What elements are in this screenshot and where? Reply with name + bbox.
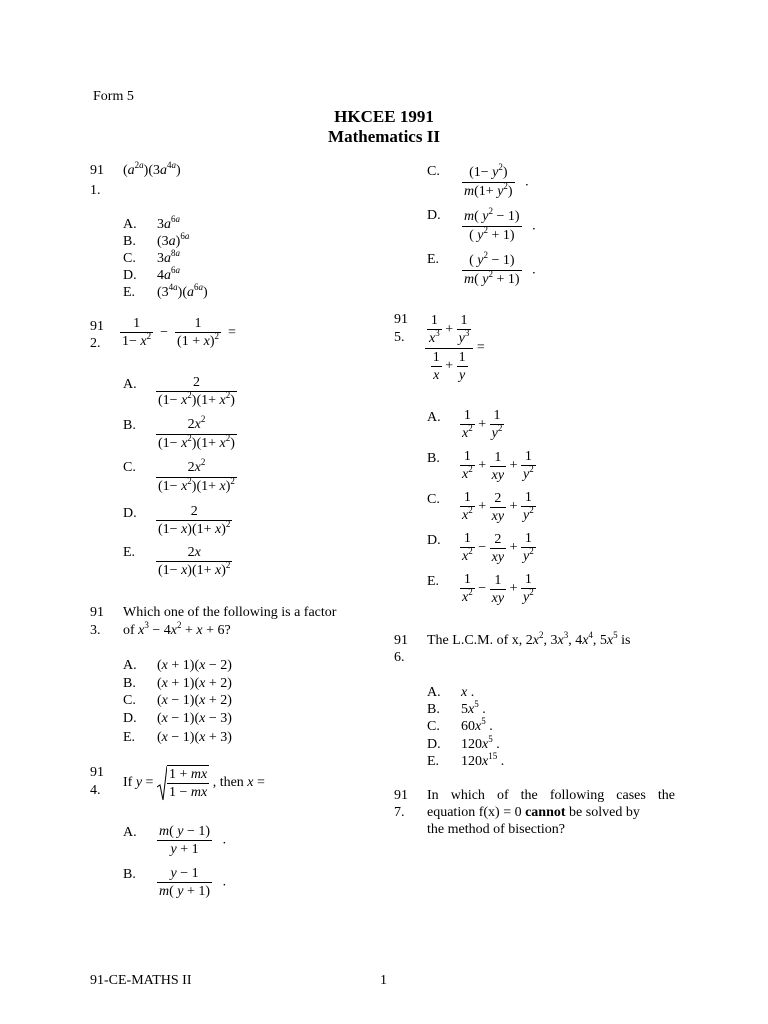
q7-stem-line2: equation f(x) = 0 cannot be solved by — [427, 805, 640, 820]
q2-option-c: $\frac{2x^2}{(1- x^2)(1+ x)^2}$ — [158, 457, 235, 494]
q3-option-b: (x + 1)(x + 2) — [157, 676, 232, 691]
q6-option-label-b: B. — [427, 702, 440, 717]
page-number: 1 — [380, 973, 387, 988]
q4-option-d: $\frac{m( y^2 - 1)}{( y^2 + 1)}$ . — [464, 206, 536, 243]
q2-stem-fraction-1: $\frac{1}{1- x^2}$ — [122, 316, 152, 349]
q2-stem-fraction-2: $\frac{1}{(1 + x)^2}$ — [177, 316, 219, 349]
q3-stem-line1: Which one of the following is a factor — [123, 605, 337, 620]
form-label: Form 5 — [93, 89, 134, 104]
q2-option-label-e: E. — [123, 545, 136, 560]
square-root-icon: $\frac{1 + mx}{1 - mx}$ — [157, 765, 209, 801]
q1-option-label-d: D. — [123, 268, 137, 283]
q5-option-label-c: C. — [427, 492, 440, 507]
q5-compound-fraction: $\frac{1}{x^3}$ + $\frac{1}{y^3}$ $\frac{1}{x}$ + $\frac{1}{y}$ — [425, 312, 473, 384]
q6-number-a: 91 — [394, 633, 408, 648]
q1-option-c: $3a^{8a}$ — [157, 248, 180, 266]
q4-option-b: $\frac{y - 1}{m( y + 1)}$ . — [159, 866, 227, 899]
q2-option-b: $\frac{2x^2}{(1- x^2)(1+ x^2)}$ — [158, 414, 235, 451]
q6-option-c: $60x^5$ . — [461, 716, 493, 734]
exam-subtitle: Mathematics II — [328, 127, 440, 146]
q4-option-label-d: D. — [427, 208, 441, 223]
q7-stem-line1: In which of the following cases the — [427, 788, 675, 803]
q3-option-label-b: B. — [123, 676, 136, 691]
q6-stem: The L.C.M. of x, $2x^2$, $3x^3$, $4x^4$, $5x^5$ is — [427, 630, 631, 648]
exam-title: HKCEE 1991 — [334, 107, 434, 126]
q3-option-label-c: C. — [123, 693, 136, 708]
q2-option-label-c: C. — [123, 460, 136, 475]
q4-option-label-b: B. — [123, 867, 136, 882]
q3-option-label-e: E. — [123, 730, 136, 745]
q2-option-label-d: D. — [123, 506, 137, 521]
q4-option-label-c: C. — [427, 164, 440, 179]
q4-stem: If y = $\frac{1 + mx}{1 - mx}$ , then x = — [123, 767, 265, 800]
q4-option-label-a: A. — [123, 825, 137, 840]
q5-option-a: $\frac{1}{x^2}$ + $\frac{1}{y^2}$ — [462, 408, 503, 441]
q6-option-label-a: A. — [427, 685, 441, 700]
q3-number-a: 91 — [90, 605, 104, 620]
q7-number-a: 91 — [394, 788, 408, 803]
q5-number-a: 91 — [394, 312, 408, 327]
q2-stem: $\frac{1}{1- x^2}$ − $\frac{1}{(1 + x)^2}$ = — [122, 316, 236, 349]
q3-option-a: (x + 1)(x − 2) — [157, 658, 232, 673]
q3-stem-line2: of $x^3 - 4x^2 + x + 6$? — [123, 620, 231, 638]
q6-option-a: x . — [461, 685, 475, 700]
q1-number-b: 1. — [90, 183, 101, 198]
q1-option-d: $4a^{6a}$ — [157, 265, 180, 283]
q1-option-label-c: C. — [123, 251, 136, 266]
q3-option-e: (x − 1)(x + 3) — [157, 730, 232, 745]
q2-equals: = — [227, 325, 236, 341]
q1-number-a: 91 — [90, 163, 104, 178]
q2-option-label-a: A. — [123, 377, 137, 392]
q3-option-d: (x − 1)(x − 3) — [157, 711, 232, 726]
q6-option-label-c: C. — [427, 719, 440, 734]
q6-option-label-d: D. — [427, 737, 441, 752]
q5-option-label-d: D. — [427, 533, 441, 548]
q5-option-c: $\frac{1}{x^2}$ + $\frac{2}{xy}$ + $\frac{1}{y^2}$ — [462, 490, 534, 524]
q1-option-label-a: A. — [123, 217, 137, 232]
q5-stem: $\frac{1}{x^3}$ + $\frac{1}{y^3}$ $\frac{1}{x}$ + $\frac{1}{y}$ = — [425, 312, 485, 384]
q4-option-label-e: E. — [427, 252, 440, 267]
q2-option-a: $\frac{2}{(1- x^2)(1+ x^2)}$ — [158, 375, 235, 408]
q6-option-label-e: E. — [427, 754, 440, 769]
q6-option-b: $5x^5$ . — [461, 699, 486, 717]
q2-option-label-b: B. — [123, 418, 136, 433]
q4-option-a: $\frac{m( y - 1)}{y + 1}$ . — [159, 824, 227, 857]
q6-option-e: $120x^{15}$ . — [461, 751, 505, 769]
q7-stem-line3: the method of bisection? — [427, 822, 566, 837]
q5-option-d: $\frac{1}{x^2}$ − $\frac{2}{xy}$ + $\frac{1}{y^2}$ — [462, 531, 534, 565]
q1-option-label-b: B. — [123, 234, 136, 249]
q4-number-b: 4. — [90, 783, 101, 798]
q7-number-b: 7. — [394, 805, 405, 820]
q2-option-d: $\frac{2}{(1- x)(1+ x)^2}$ — [158, 504, 231, 537]
q5-option-e: $\frac{1}{x^2}$ − $\frac{1}{xy}$ + $\frac{1}{y^2}$ — [462, 572, 534, 606]
q5-option-label-b: B. — [427, 451, 440, 466]
q4-option-e: $\frac{( y^2 - 1)}{m( y^2 + 1)}$ . — [464, 250, 536, 287]
q7-cannot-emphasis: cannot — [525, 805, 566, 820]
q1-option-b: $(3a)^{6a}$ — [157, 231, 190, 249]
q2-option-e: $\frac{2x}{(1- x)(1+ x)^2}$ — [158, 545, 231, 578]
q4-option-c: $\frac{(1- y^2)}{m(1+ y^2)}$ . — [464, 162, 529, 199]
q1-stem: $(a^{2a})(3a^{4a})$ — [123, 160, 181, 178]
q3-option-label-a: A. — [123, 658, 137, 673]
q5-option-label-e: E. — [427, 574, 440, 589]
q5-number-b: 5. — [394, 330, 405, 345]
q6-number-b: 6. — [394, 650, 405, 665]
q5-option-b: $\frac{1}{x^2}$ + $\frac{1}{xy}$ + $\frac{1}{y^2}$ — [462, 449, 534, 483]
q1-option-e: $(3^{4a})(a^{6a})$ — [157, 282, 208, 300]
q3-number-b: 3. — [90, 623, 101, 638]
q5-option-label-a: A. — [427, 410, 441, 425]
q3-option-c: (x − 1)(x + 2) — [157, 693, 232, 708]
q2-number-a: 91 — [90, 319, 104, 334]
q3-option-label-d: D. — [123, 711, 137, 726]
q4-number-a: 91 — [90, 765, 104, 780]
q6-option-d: $120x^5$ . — [461, 734, 500, 752]
footer-code: 91-CE-MATHS II — [90, 973, 192, 988]
q1-option-a: $3a^{6a}$ — [157, 214, 180, 232]
q1-option-label-e: E. — [123, 285, 136, 300]
q2-number-b: 2. — [90, 336, 101, 351]
